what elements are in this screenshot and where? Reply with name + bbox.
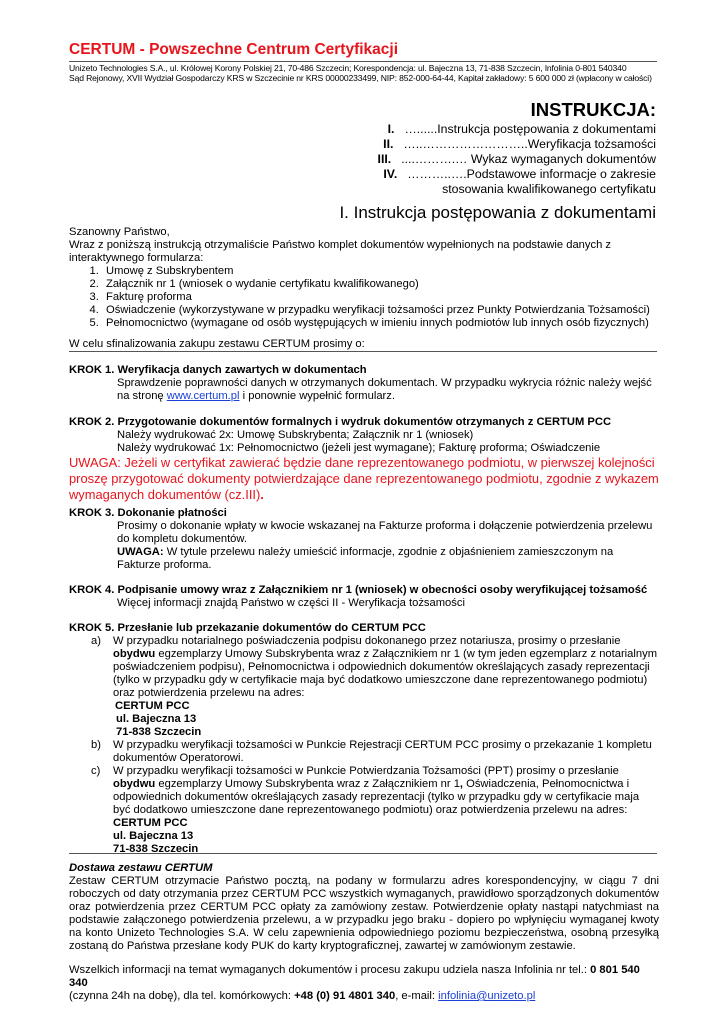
- toc-text: stosowania kwalifikowanego certyfikatu: [442, 182, 656, 196]
- item-text: Oświadczenia, Pełnomocnictwa i odpowiednich dokumentów określających zasady reprezentacji (tylko w przypadku gdy w certyfikacie maja być dodatkowo umieszczone dane reprezentowanego podmiotu) oraz potwierdzenia przelewu na adres:: [113, 778, 640, 816]
- toc-item: [378, 137, 656, 152]
- company-info-line: Unizeto Technologies S.A., ul. Królowej Korony Polskiej 21, 70-486 Szczecin; Korespondencja: ul. Bajeczna 13, 71-838 Szczecin, Infolinia 0-801 540340: [69, 63, 627, 73]
- list-item: 4. Oświadczenie (wykorzystywane w przypadku weryfikacji tożsamości przez Punkty Potwierdzania Tożsamości): [102, 304, 659, 317]
- item-bold: ,: [459, 778, 464, 790]
- address-line: CERTUM PCC: [115, 700, 190, 712]
- step-3: [69, 507, 659, 572]
- toc-text: …......Instrukcja postępowania z dokumentami: [404, 122, 656, 136]
- list-item: [91, 635, 659, 739]
- step-heading: KROK 4. Podpisanie umowy wraz z Załącznikiem nr 1 (wniosek) w obecności osoby weryfikującej tożsamość: [69, 584, 648, 596]
- finalize-text: W celu sfinalizowania zakupu zestawu CERTUM prosimy o:: [69, 338, 365, 350]
- address-line: 71-838 Szczecin: [116, 726, 202, 738]
- toc-item: [378, 152, 656, 167]
- document-list: [69, 265, 659, 330]
- company-info: [69, 63, 652, 83]
- step-heading: KROK 3. Dokonanie płatności: [69, 507, 227, 519]
- step-text-part: Sprawdzenie poprawności danych w otrzymanych dokumentach. W przypadku wykrycia różnic należy wejść na stronę: [117, 377, 652, 402]
- warning-end: .: [260, 487, 264, 502]
- toc-text: …..……………………..Weryfikacja tożsamości: [403, 137, 656, 151]
- address-line: CERTUM PCC: [113, 817, 188, 829]
- address-block: [113, 817, 659, 856]
- item-text: egzemplarzy Umowy Subskrybenta wraz z Załącznikiem nr 1 (w tym jeden egzemplarz z notarialnym poświadczeniem podpisu), Pełnomocnictwa i odpowiednich dokumentów określających zasady reprezentacji (tylko w przypadku gdy w certyfikacie maja być dodatkowo umieszczone dane reprezentowanego podmiotu) oraz potwierdzenia przelewu na adres:: [113, 648, 658, 699]
- list-item: [91, 765, 659, 856]
- table-of-contents: [378, 122, 656, 197]
- infoline-phone: 0 801 540 340: [69, 964, 640, 989]
- instruction-title: INSTRUKCJA:: [530, 99, 656, 120]
- list-item: 2. Załącznik nr 1 (wniosek o wydanie certyfikatu kwalifikowanego): [102, 278, 659, 291]
- step-text: Należy wydrukować 1x: Pełnomocnictwo (jeżeli jest wymagane); Fakturę proforma; Oświadczenie: [117, 442, 601, 454]
- footer-contact: [69, 964, 659, 1003]
- divider: [69, 853, 657, 854]
- warning-body: UWAGA: Jeżeli w certyfikat zawierać będzie dane reprezentowanego podmiotu, w pierwszej kolejności proszę przygotować dokumenty potwierdzające dane reprezentowanego podmiotu, zgodnie z wykazem wymaganych dokumentów (cz.III): [69, 455, 659, 502]
- toc-item: [378, 167, 656, 182]
- step-5-list: [69, 635, 659, 856]
- delivery-section: [69, 862, 659, 953]
- email-link[interactable]: infolinia@unizeto.pl: [438, 990, 536, 1002]
- mobile-phone: +48 (0) 91 4801 340: [294, 990, 396, 1002]
- toc-item: [378, 122, 656, 137]
- item-label: a): [91, 635, 101, 647]
- item-bold: obydwu: [113, 778, 156, 790]
- step-note: [69, 546, 659, 572]
- toc-text: ....……….… Wykaz wymaganych dokumentów: [401, 152, 656, 166]
- step-heading: KROK 2. Przygotowanie dokumentów formalnych i wydruk dokumentów otrzymanych z CERTUM PCC: [69, 416, 612, 428]
- address-line: 71-838 Szczecin: [113, 843, 199, 855]
- delivery-text: Zestaw CERTUM otrzymacie Państwo pocztą, na podany w formularzu adres korespondencyjny, w ciągu 7 dni roboczych od daty otrzymania przez CERTUM PCC wszystkich wymaganych, prawidłowo sporządzonych dokumentów oraz potwierdzenia przez CERTUM PCC opłaty za zamówiony zestaw. Potwierdzenie opłaty nastąpi natychmiast na podstawie załączonego potwierdzenia przelewu, a w przypadku jego braku - dopiero po wpłynięciu wymaganej kwoty na konto Unizeto Technologies S.A. W celu zapewnienia odpowiedniego poziomu bezpieczeństwa, osobną przesyłką zostaną do Państwa przesłane kody PUK do karty kryptograficznej, zawartej w zamówionym zestawie.: [69, 875, 659, 952]
- address-line: ul. Bajeczna 13: [113, 830, 194, 842]
- footer-text: Wszelkich informacji na temat wymaganych dokumentów i procesu zakupu udziela nasza Infolinia nr tel.:: [69, 964, 591, 976]
- step-heading: KROK 1. Weryfikacja danych zawartych w dokumentach: [69, 364, 367, 376]
- step-text: Więcej informacji znajdą Państwo w części II - Weryfikacja tożsamości: [117, 597, 465, 609]
- delivery-heading: Dostawa zestawu CERTUM: [69, 862, 213, 874]
- greeting: Szanowny Państwo,: [69, 226, 170, 238]
- company-title: CERTUM - Powszechne Centrum Certyfikacji: [69, 41, 399, 58]
- warning-text: [69, 455, 659, 503]
- footer-text: (czynna 24h na dobę), dla tel. komórkowych:: [69, 990, 295, 1002]
- toc-number: II.: [383, 137, 394, 151]
- list-item: 1. Umowę z Subskrybentem: [102, 265, 659, 278]
- item-label: c): [91, 765, 101, 777]
- company-info-line: Sąd Rejonowy, XVII Wydział Gospodarczy KRS w Szczecinie nr KRS 00000233499, NIP: 852-000-64-44, Kapitał zakładowy: 5 600 000 zł (wpłacony w całości): [69, 73, 652, 83]
- header-divider: [69, 61, 657, 62]
- step-text: Należy wydrukować 2x: Umowę Subskrybenta; Załącznik nr 1 (wniosek): [117, 429, 474, 441]
- address-block: [113, 700, 659, 739]
- toc-number: IV.: [383, 167, 398, 181]
- intro-block: [69, 226, 659, 330]
- step-5: [69, 622, 659, 856]
- step-heading: KROK 5. Przesłanie lub przekazanie dokumentów do CERTUM PCC: [69, 622, 426, 634]
- item-text: W przypadku weryfikacji tożsamości w Punkcie Rejestracji CERTUM PCC prosimy o przekazanie 1 kompletu dokumentów Operatorowi.: [113, 739, 652, 764]
- step-2: [69, 416, 659, 503]
- step-text-part: i ponownie wypełnić formularz.: [239, 390, 395, 402]
- list-item: 3. Fakturę proforma: [102, 291, 659, 304]
- step-text: Prosimy o dokonanie wpłaty w kwocie wskazanej na Fakturze proforma i dołączenie potwierdzenia przelewu do kompletu dokumentów.: [117, 520, 653, 545]
- divider: [69, 351, 657, 352]
- list-item: 5. Pełnomocnictwo (wymagane od osób występujących w imieniu innych podmiotów lub innych osób fizycznych): [102, 317, 659, 330]
- step-4: [69, 584, 659, 610]
- footer-text: , e-mail:: [395, 990, 439, 1002]
- item-bold: obydwu: [113, 648, 156, 660]
- step-1: [69, 364, 659, 403]
- item-label: b): [91, 739, 101, 751]
- toc-number: I.: [387, 122, 395, 136]
- toc-text: ………..….Podstawowe informacje o zakresie: [407, 167, 656, 181]
- note-text: W tytule przelewu należy umieścić informacje, zgodnie z objaśnieniem zamieszczonym na Fakturze proforma.: [117, 546, 614, 571]
- item-text: egzemplarzy Umowy Subskrybenta wraz z Załącznikiem nr 1: [155, 778, 460, 790]
- intro-text: Wraz z poniższą instrukcją otrzymaliście Państwo komplet dokumentów wypełnionych na podstawie danych z interaktywnego formularza:: [69, 239, 612, 264]
- note-label: UWAGA:: [117, 546, 164, 558]
- toc-item: [378, 182, 656, 197]
- section-title: I. Instrukcja postępowania z dokumentami: [339, 203, 656, 222]
- list-item: [91, 739, 659, 765]
- item-text: W przypadku weryfikacji tożsamości w Punkcie Potwierdzania Tożsamości (PPT) prosimy o przesłanie: [113, 765, 619, 777]
- toc-number: III.: [377, 152, 392, 166]
- item-text: W przypadku notarialnego poświadczenia podpisu dokonanego przez notariusza, prosimy o przesłanie: [113, 635, 621, 647]
- certum-link[interactable]: www.certum.pl: [166, 390, 240, 402]
- step-text: [69, 377, 659, 403]
- address-line: ul. Bajeczna 13: [116, 713, 197, 725]
